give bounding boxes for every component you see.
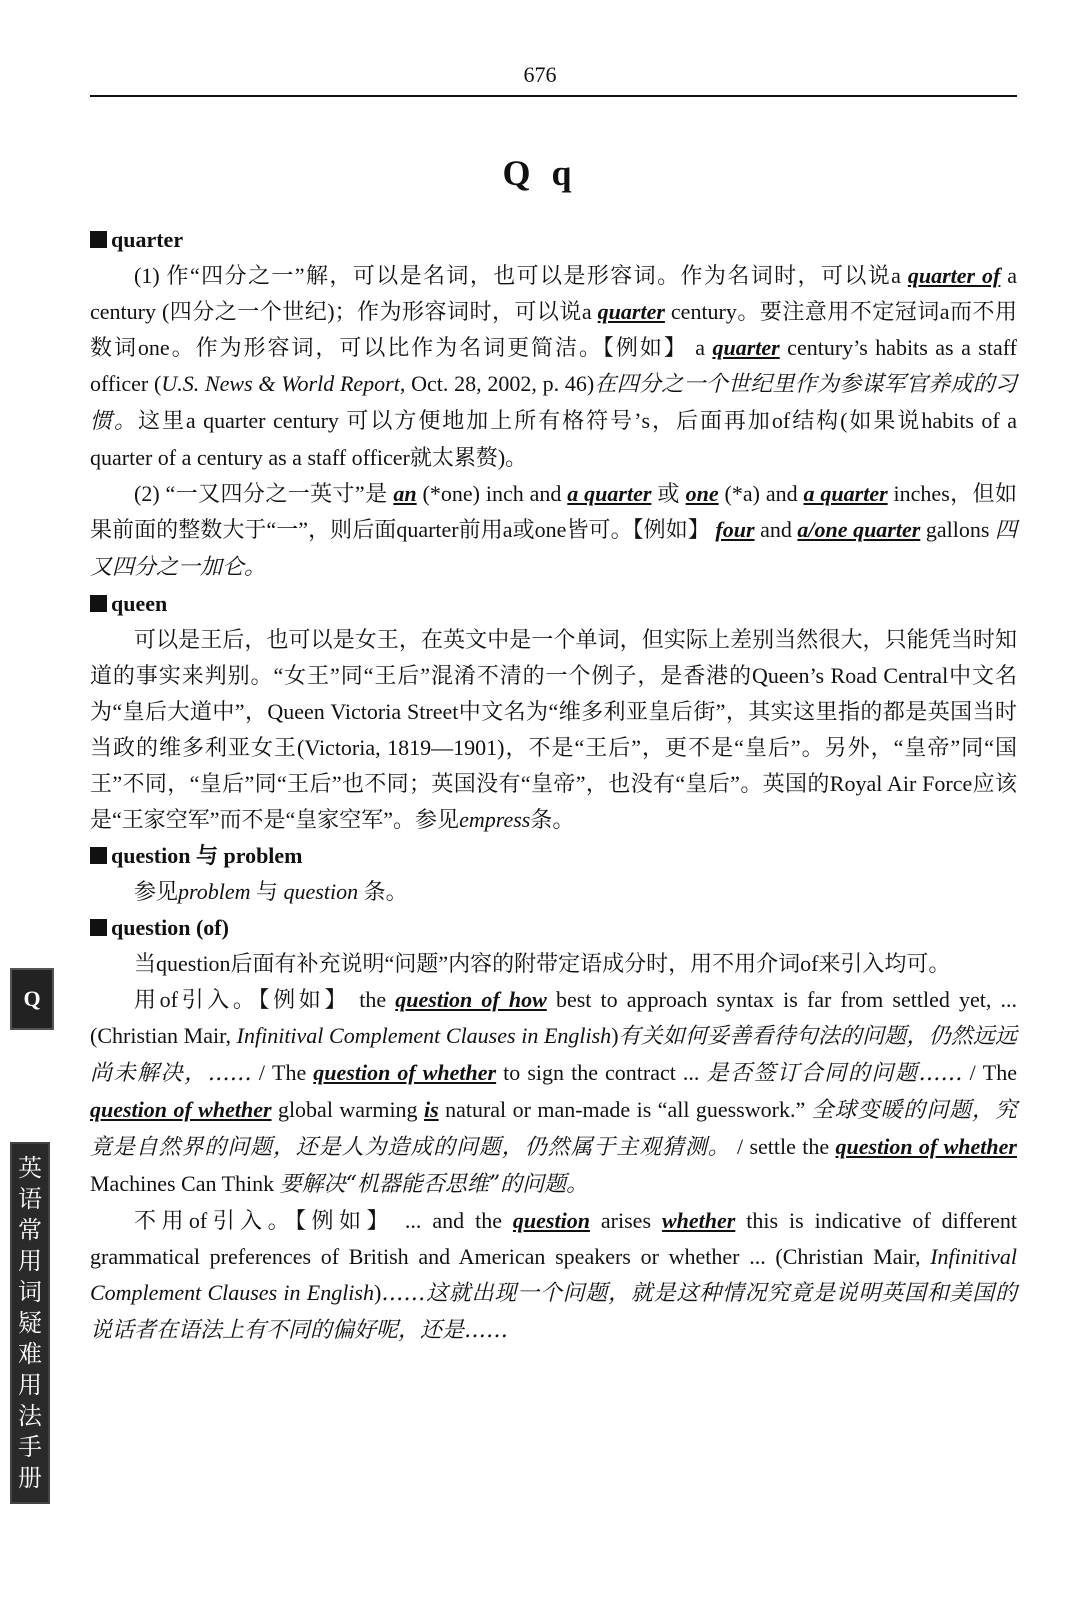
emphasized-term: question of whether bbox=[313, 1060, 497, 1085]
italic-text: U.S. News & World Report bbox=[161, 371, 400, 396]
entry-paragraph bbox=[90, 258, 1017, 476]
text-run: ) bbox=[373, 1280, 382, 1305]
entry-head-label: quarter bbox=[111, 227, 184, 252]
side-tab-char: 英 bbox=[18, 1153, 42, 1182]
emphasized-term: four bbox=[715, 517, 755, 542]
emphasized-term: question bbox=[512, 1208, 590, 1233]
text-run: 这里a quarter century 可以方便地加上所有格符号’s，后面再加of结构(如果说habits of a quarter of a century as a staff officer就太累赘)。 bbox=[90, 408, 1017, 470]
text-run: / The bbox=[251, 1060, 314, 1085]
side-tab-char: 用 bbox=[18, 1246, 42, 1275]
side-tab-char: 常 bbox=[18, 1215, 42, 1244]
entry-bullet-icon bbox=[90, 919, 107, 936]
text-run: 用of引入。【例如】 the bbox=[134, 987, 396, 1012]
entry-bullet-icon bbox=[90, 595, 107, 612]
text-run: 参见 bbox=[134, 879, 179, 904]
entry-head-label: question (of) bbox=[111, 915, 229, 940]
text-run: 当question后面有补充说明“问题”内容的附带定语成分时，用不用介词of来引入均可。 bbox=[134, 951, 951, 976]
text-run: ) bbox=[611, 1023, 619, 1048]
emphasized-term: a quarter bbox=[803, 481, 888, 506]
text-run: gallons bbox=[920, 517, 995, 542]
entry-paragraph bbox=[90, 874, 1017, 910]
text-run: 可以是王后，也可以是女王，在英文中是一个单词，但实际上差别当然很大，只能凭当时知道的事实来判别。“女王”同“王后”混淆不清的一个例子，是香港的Queen’s Road Central中文名为“皇后大道中”，Queen Victoria Street中文名为“维多利亚皇后街”，其实这里指的都是英国当时当政的维多利亚女王(Victoria, 1819—1901)，不是“王后”，更不是“皇后”。另外，“皇帝”同“国王”不同，“皇后”同“王后”也不同；英国没有“皇帝”，也没有“皇后”。英国的Royal Air Force应该是“王家空军”而不是“皇家空军”。参见 bbox=[90, 627, 1017, 832]
emphasized-term: question of how bbox=[395, 987, 547, 1012]
text-run: century’s habits as a staff officer ( bbox=[90, 335, 1017, 396]
translation-text: 四又四分之一加仑。 bbox=[90, 518, 1017, 580]
text-run: (2) “一又四分之一英寸”是 bbox=[134, 481, 394, 506]
side-tab-char: 难 bbox=[18, 1340, 42, 1368]
text-run: to sign the contract ... bbox=[496, 1060, 707, 1085]
emphasized-term: an bbox=[393, 481, 417, 506]
text-run: Machines Can Think bbox=[90, 1171, 280, 1196]
entry-paragraph bbox=[90, 476, 1017, 586]
italic-text: problem bbox=[178, 879, 251, 904]
text-run: / settle the bbox=[730, 1134, 836, 1159]
entry-paragraph bbox=[90, 982, 1017, 1203]
page-number: 676 bbox=[523, 62, 557, 87]
emphasized-term: a/one quarter bbox=[797, 517, 921, 542]
translation-text: 要解决“机器能否思维”的问题。 bbox=[279, 1172, 589, 1197]
text-run: arises bbox=[589, 1208, 662, 1233]
text-run: inches，但如果前面的整数大于“一”，则后面quarter前用a或one皆可。【例如】 bbox=[90, 481, 1017, 542]
text-run: / The bbox=[962, 1060, 1017, 1085]
entry-head-label: queen bbox=[111, 591, 168, 616]
text-run: , Oct. 28, 2002, p. 46) bbox=[399, 371, 595, 396]
side-tab-char: 用 bbox=[18, 1371, 42, 1400]
entry-paragraph bbox=[90, 946, 1017, 982]
entry-head-queen bbox=[90, 586, 1017, 622]
emphasized-term: quarter bbox=[712, 335, 780, 360]
side-tab-char: 手 bbox=[18, 1433, 42, 1462]
text-run: century。要注意用不定冠词a而不用数词one。作为形容词，可以比作为名词更简洁。【例如】 a bbox=[90, 299, 1018, 360]
text-run: best to approach syntax is far from settled yet, ... (Christian Mair, bbox=[90, 987, 1017, 1048]
side-tab-char: 语 bbox=[18, 1184, 42, 1213]
italic-text: Infinitival Complement Clauses in English bbox=[90, 1244, 1017, 1305]
side-tab-char: 词 bbox=[18, 1277, 42, 1306]
text-run: 条。 bbox=[358, 879, 408, 904]
text-run: 或 bbox=[651, 481, 686, 506]
side-tab-char: 法 bbox=[18, 1402, 42, 1431]
emphasized-term: question of whether bbox=[90, 1097, 272, 1122]
header-rule bbox=[90, 95, 1017, 97]
side-tab-letter: Q bbox=[10, 968, 54, 1030]
translation-text: ……这就出现一个问题，就是这种情况究竟是说明英国和美国的说话者在语法上有不同的偏好呢，还是…… bbox=[90, 1281, 1017, 1343]
text-run: (*a) and bbox=[718, 481, 804, 506]
emphasized-term: is bbox=[423, 1097, 439, 1122]
entry-bullet-icon bbox=[90, 847, 107, 864]
emphasized-term: quarter bbox=[597, 299, 665, 324]
italic-text: Infinitival Complement Clauses in English bbox=[236, 1023, 612, 1048]
entry-head-quarter bbox=[90, 222, 1017, 258]
emphasized-term: one bbox=[685, 481, 719, 506]
section-letter: Q q bbox=[502, 153, 578, 193]
entry-paragraph bbox=[90, 1203, 1017, 1349]
side-tab-char: 疑 bbox=[18, 1308, 42, 1337]
italic-text: empress bbox=[459, 807, 531, 832]
dictionary-content bbox=[90, 222, 1017, 1349]
text-run: 与 bbox=[250, 879, 284, 904]
text-run: a century (四分之一个世纪)；作为形容词时，可以说a bbox=[90, 263, 1018, 324]
translation-text: 在四分之一个世纪里作为参谋军官养成的习惯。 bbox=[90, 372, 1018, 434]
text-run: 不用of引入。【例如】 ... and the bbox=[134, 1208, 513, 1233]
entry-head-label: question 与 problem bbox=[111, 843, 303, 868]
text-run: (*one) inch and bbox=[416, 481, 568, 506]
translation-text: 全球变暖的问题，究竟是自然界的问题，还是人为造成的问题，仍然属于主观猜测。 bbox=[90, 1098, 1017, 1160]
text-run: 条。 bbox=[530, 807, 575, 832]
translation-text: 有关如何妥善看待句法的问题，仍然远远尚未解决，…… bbox=[90, 1024, 1017, 1086]
emphasized-term: quarter of bbox=[907, 263, 1001, 288]
text-run: this is indicative of different grammatical preferences of British and American speakers or whether ... (Christian Mair, bbox=[90, 1208, 1017, 1269]
italic-text: question bbox=[283, 879, 359, 904]
side-tab-book-title bbox=[10, 1142, 50, 1504]
emphasized-term: question of whether bbox=[835, 1134, 1017, 1159]
entry-head-question-problem bbox=[90, 838, 1017, 874]
side-tab-char: 册 bbox=[18, 1464, 42, 1493]
text-run: (1) 作“四分之一”解，可以是名词，也可以是形容词。作为名词时，可以说a bbox=[134, 263, 908, 288]
text-run: and bbox=[754, 517, 798, 542]
emphasized-term: a quarter bbox=[567, 481, 652, 506]
translation-text: 是否签订合同的问题…… bbox=[706, 1061, 963, 1086]
text-run: natural or man-made is “all guesswork.” bbox=[438, 1097, 812, 1122]
emphasized-term: whether bbox=[661, 1208, 736, 1233]
entry-paragraph bbox=[90, 622, 1017, 838]
entry-head-question-of bbox=[90, 910, 1017, 946]
text-run: global warming bbox=[271, 1097, 424, 1122]
entry-bullet-icon bbox=[90, 231, 107, 248]
